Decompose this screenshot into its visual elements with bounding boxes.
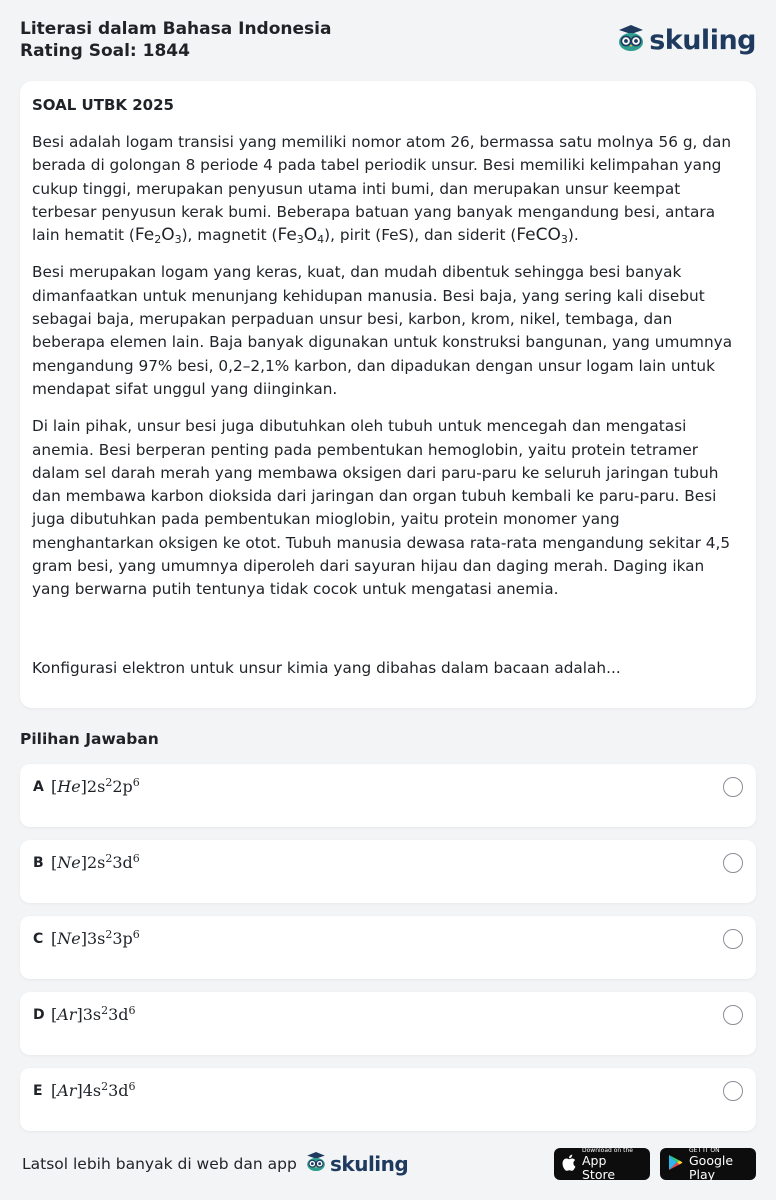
passage-paragraph-3: Di lain pihak, unsur besi juga dibutuhkan oleh tubuh untuk mencegah dan mengatasi anemia. Besi berperan penting pada pembentukan hemoglobin, yaitu protein tetramer dalam sel darah merah yang membawa oksigen dari paru-paru ke seluruh jaringan tubuh dan membawa karbon dioksida dari jaringan dan organ tubuh kembali ke paru-paru. Besi juga dibutuhkan pada pembentukan mioglobin, yaitu protein monomer yang menghantarkan oksigen ke otot. Tubuh manusia dewasa rata-rata mengandung sekitar 4,5 gram besi, yang umumnya diperoleh dari sayuran hijau dan daging merah. Daging ikan yang berwarna putih tentunya tidak cocok untuk mengatasi anemia.: [32, 417, 731, 599]
passage-paragraph-1: Besi adalah logam transisi yang memiliki nomor atom 26, bermassa satu molnya 56 g, dan berada di golongan 8 periode 4 pada tabel periodik unsur. Besi memiliki kelimpahan yang cukup tinggi, merupakan penyusun utama inti bumi, dan merupakan unsur keempat terbesar penyusun kerak bumi. Beberapa batuan yang banyak mengandung besi, antara lain hematit $(Fe_2O_3)$, magnetit $(Fe_3O_4)$, pirit (FeS), dan siderit (FeCO$_3$).: [32, 133, 732, 247]
question-card: [20, 81, 756, 708]
answer-option-a[interactable]: [20, 764, 756, 827]
answer-option-c[interactable]: [20, 916, 756, 979]
radio-button[interactable]: [723, 853, 743, 873]
app-store-button[interactable]: [554, 1148, 650, 1180]
footer-brand-logo[interactable]: [305, 1151, 408, 1176]
question-prompt: Konfigurasi elektron untuk unsur kimia yang dibahas dalam bacaan adalah...: [32, 659, 621, 677]
apple-icon: [562, 1154, 576, 1175]
brand-logo[interactable]: [616, 24, 756, 56]
answer-option-d[interactable]: [20, 992, 756, 1055]
subject-title: Literasi dalam Bahasa Indonesia: [20, 19, 332, 39]
googleplay-small-text: GET IT ON: [689, 1146, 720, 1154]
formula-hematite: $Fe_2O_3$: [134, 225, 182, 247]
option-letter: E: [33, 1083, 43, 1099]
formula-siderite: FeCO$_3$: [516, 225, 568, 247]
radio-button[interactable]: [723, 1081, 743, 1101]
option-letter: D: [33, 1007, 45, 1023]
footer-brand-name: skuling: [330, 1151, 409, 1176]
google-play-icon: [668, 1154, 683, 1175]
googleplay-big-text: Google Play: [689, 1152, 734, 1182]
option-text: $[Ne]3s^23p^6$: [51, 928, 140, 948]
owl-mascot-icon: [305, 1151, 327, 1176]
option-letter: B: [33, 855, 44, 871]
google-play-button[interactable]: [660, 1148, 756, 1180]
option-text: $[Ar]3s^23d^6$: [51, 1004, 136, 1024]
appstore-big-text: App Store: [582, 1152, 616, 1182]
owl-mascot-icon: [616, 24, 646, 56]
page-header: [20, 18, 756, 66]
question-source-label: SOAL UTBK 2025: [32, 96, 174, 114]
radio-button[interactable]: [723, 777, 743, 797]
option-text: $[Ne]2s^23d^6$: [51, 852, 140, 872]
brand-name: skuling: [649, 24, 756, 56]
option-text: $[Ar]4s^23d^6$: [51, 1080, 136, 1100]
answer-option-e[interactable]: [20, 1068, 756, 1131]
answers-heading: Pilihan Jawaban: [20, 730, 159, 748]
option-text: $[He]2s^22p^6$: [51, 776, 140, 796]
formula-magnetite: $Fe_3O_4$: [277, 225, 325, 247]
footer-promo-text: Latsol lebih banyak di web dan app: [22, 1155, 297, 1173]
appstore-small-text: Download on the: [582, 1146, 633, 1154]
radio-button[interactable]: [723, 1005, 743, 1025]
rating-label: Rating Soal: 1844: [20, 41, 190, 61]
option-letter: A: [33, 779, 44, 795]
passage-paragraph-2: Besi merupakan logam yang keras, kuat, dan mudah dibentuk sehingga besi banyak dimanfaatkan untuk menunjang kehidupan manusia. Besi baja, yang sering kali disebut sebagai baja, merupakan perpaduan unsur besi, karbon, krom, nikel, tembaga, dan beberapa elemen lain. Baja banyak digunakan untuk konstruksi bangunan, yang umumnya mengandung 97% besi, 0,2–2,1% karbon, dan dipadukan dengan unsur logam lain untuk mendapat sifat unggul yang diinginkan.: [32, 263, 733, 398]
option-letter: C: [33, 931, 44, 947]
page-footer: [20, 1148, 756, 1180]
radio-button[interactable]: [723, 929, 743, 949]
answer-option-b[interactable]: [20, 840, 756, 903]
